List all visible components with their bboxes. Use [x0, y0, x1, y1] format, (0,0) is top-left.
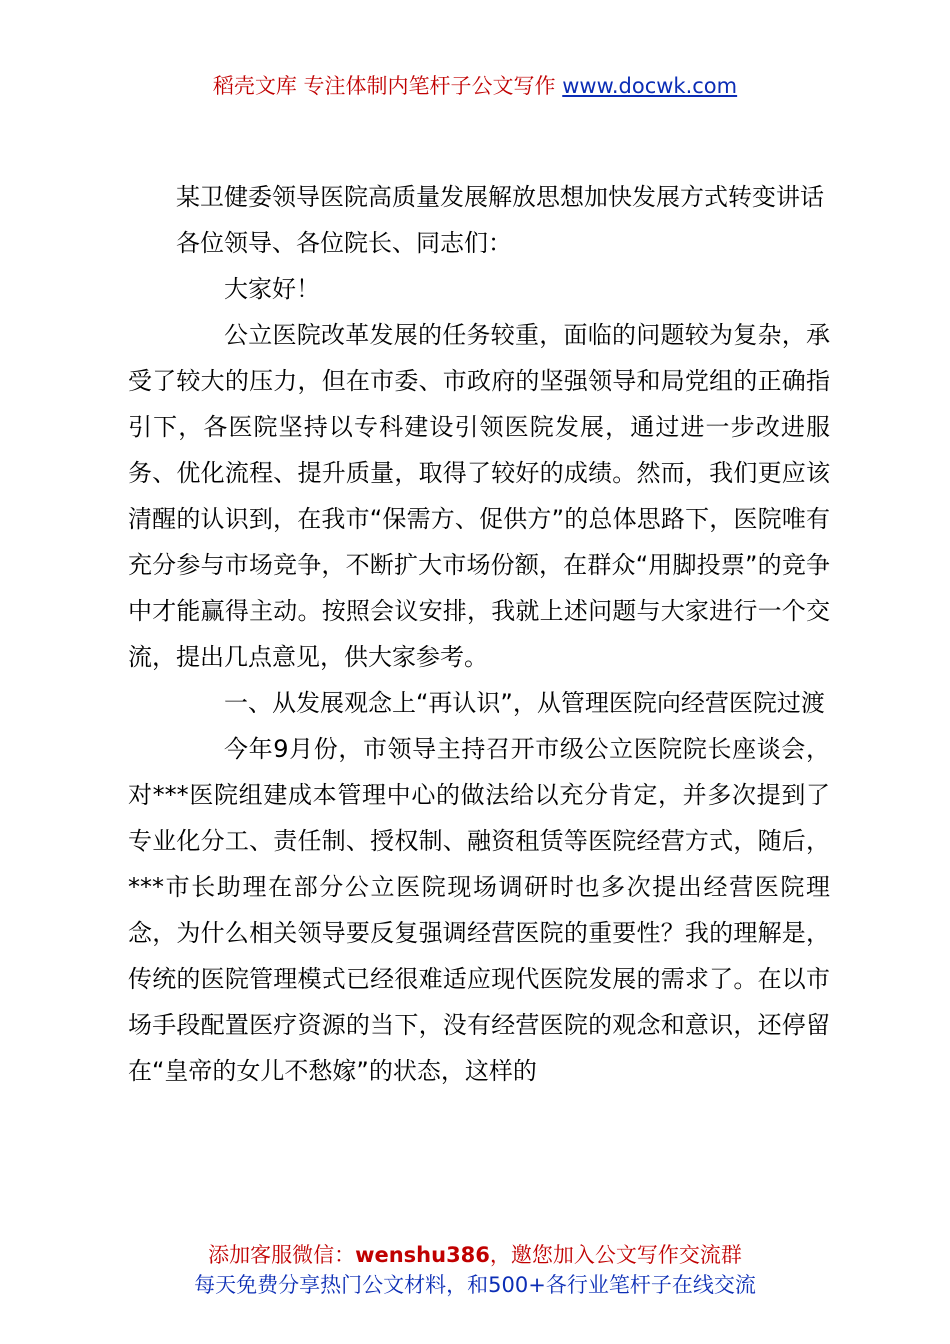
footer-share-line: 每天免费分享热门公文材料，和500+各行业笔杆子在线交流: [194, 1273, 756, 1297]
document-title: 某卫健委领导医院高质量发展解放思想加快发展方式转变讲话: [176, 183, 824, 211]
greeting: 大家好！: [224, 275, 320, 303]
site-link[interactable]: www.docwk.com: [562, 74, 738, 98]
paragraph-intro: 公立医院改革发展的任务较重，面临的问题较为复杂，承受了较大的压力，但在市委、市政府的坚强领导和局党组的正确指引下，各医院坚持以专科建设引领医院发展，通过进一步改进服务、优化流程、提升质量，取得了较好的成绩。然而，我们更应该清醒的认识到，在我市“保需方、促供方”的总体思路下，医院唯有充分参与市场竞争，不断扩大市场份额，在群众“用脚投票”的竞争中才能赢得主动。按照会议安排，我就上述问题与大家进行一个交流，提出几点意见，供大家参考。: [128, 321, 830, 671]
salutation: 各位领导、各位院长、同志们：: [176, 229, 512, 257]
footer-wechat-line: [0, 1240, 950, 1270]
footer-wechat-prefix: 添加客服微信：: [208, 1243, 356, 1267]
footer-wechat-suffix: ，邀您加入公文写作交流群: [489, 1243, 742, 1267]
paragraph-section-1: 今年9月份，市领导主持召开市级公立医院院长座谈会，对***医院组建成本管理中心的做法给以充分肯定，并多次提到了专业化分工、责任制、授权制、融资租赁等医院经营方式，随后，***市长助理在部分公立医院现场调研时也多次提出经营医院理念，为什么相关领导要反复强调经营医院的重要性？我的理解是，传统的医院管理模式已经很难适应现代医院发展的需求了。在以市场手段配置医疗资源的当下，没有经营医院的观念和意识，还停留在“皇帝的女儿不愁嫁”的状态，这样的: [128, 735, 830, 1085]
document-body: [128, 174, 830, 1094]
page-footer: [0, 1240, 950, 1300]
brand-tagline: 稻壳文库 专注体制内笔杆子公文写作: [212, 74, 556, 98]
wechat-id: wenshu386: [355, 1243, 490, 1267]
page-header: [0, 70, 950, 100]
section-heading-1: 一、从发展观念上“再认识”，从管理医院向经营医院过渡: [224, 689, 825, 717]
